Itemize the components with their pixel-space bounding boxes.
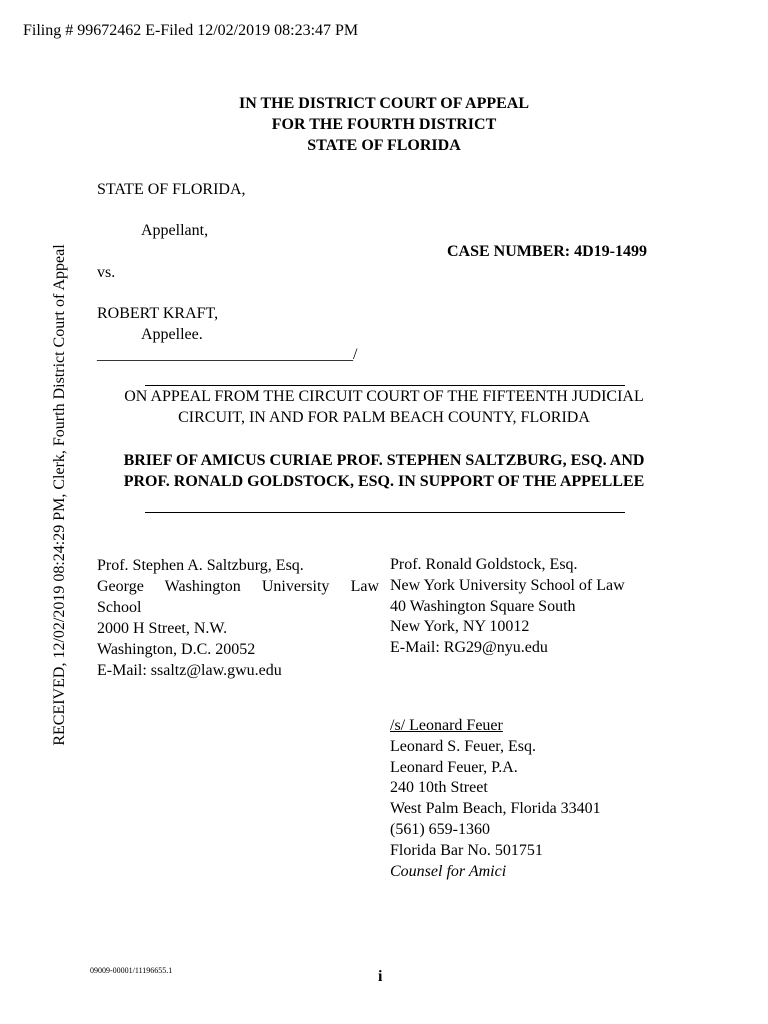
counsel-block — [390, 716, 601, 882]
amicus-saltzburg-name: Prof. Stephen A. Saltzburg, Esq. — [97, 557, 304, 574]
brief-title-line-2: PROF. RONALD GOLDSTOCK, ESQ. IN SUPPORT OF THE APPELLEE — [123, 473, 645, 490]
court-name-line-2: FOR THE FOURTH DISTRICT — [271, 116, 497, 133]
amicus-goldstock-block — [390, 555, 625, 659]
filing-header: Filing # 99672462 E-Filed 12/02/2019 08:23:47 PM — [23, 22, 359, 39]
appellee-name: ROBERT KRAFT, — [97, 305, 219, 322]
amicus-saltzburg-street: 2000 H Street, N.W. — [97, 620, 228, 637]
document-id: 09009-00001/11196655.1 — [90, 966, 173, 975]
counsel-city: West Palm Beach, Florida 33401 — [390, 800, 601, 818]
amicus-saltzburg-school-line-2: School — [97, 599, 142, 616]
counsel-role: Counsel for Amici — [390, 862, 507, 880]
counsel-street: 240 10th Street — [390, 779, 488, 797]
brief-title-line-1: BRIEF OF AMICUS CURIAE PROF. STEPHEN SALTZBURG, ESQ. AND — [123, 452, 645, 469]
court-name-line-3: STATE OF FLORIDA — [307, 137, 461, 154]
page-number: i — [378, 968, 383, 985]
amicus-goldstock-street: 40 Washington Square South — [390, 597, 576, 615]
case-number: CASE NUMBER: 4D19-1499 — [447, 243, 647, 260]
versus: vs. — [97, 264, 116, 281]
counsel-name: Leonard S. Feuer, Esq. — [390, 737, 536, 755]
appellee-role: Appellee. — [141, 326, 203, 343]
amicus-goldstock-email: E-Mail: RG29@nyu.edu — [390, 639, 548, 657]
amicus-goldstock-city: New York, NY 10012 — [390, 618, 530, 636]
counsel-signature: /s/ Leonard Feuer — [390, 717, 503, 734]
amicus-saltzburg-city: Washington, D.C. 20052 — [97, 641, 256, 658]
counsel-phone: (561) 659-1360 — [390, 820, 490, 838]
counsel-firm: Leonard Feuer, P.A. — [390, 758, 518, 776]
divider-bottom — [145, 512, 625, 513]
received-stamp: RECEIVED, 12/02/2019 08:24:29 PM, Clerk, Fourth District Court of Appeal — [51, 244, 68, 746]
appellant-name: STATE OF FLORIDA, — [97, 181, 246, 198]
amicus-saltzburg-school-line-1: George Washington University Law — [97, 578, 379, 595]
court-name-line-1: IN THE DISTRICT COURT OF APPEAL — [238, 95, 530, 112]
counsel-bar-number: Florida Bar No. 501751 — [390, 841, 543, 859]
caption-closing-line: ________________________________/ — [97, 346, 358, 363]
appeal-from-line-2: CIRCUIT, IN AND FOR PALM BEACH COUNTY, FLORIDA — [178, 409, 590, 426]
amicus-saltzburg-email: E-Mail: ssaltz@law.gwu.edu — [97, 662, 282, 679]
divider-top — [145, 385, 625, 386]
amicus-goldstock-name: Prof. Ronald Goldstock, Esq. — [390, 556, 578, 573]
appellant-role: Appellant, — [141, 222, 209, 239]
appeal-from-line-1: ON APPEAL FROM THE CIRCUIT COURT OF THE FIFTEENTH JUDICIAL — [124, 388, 644, 405]
amicus-goldstock-school: New York University School of Law — [390, 576, 625, 594]
amicus-saltzburg-block — [97, 555, 379, 681]
